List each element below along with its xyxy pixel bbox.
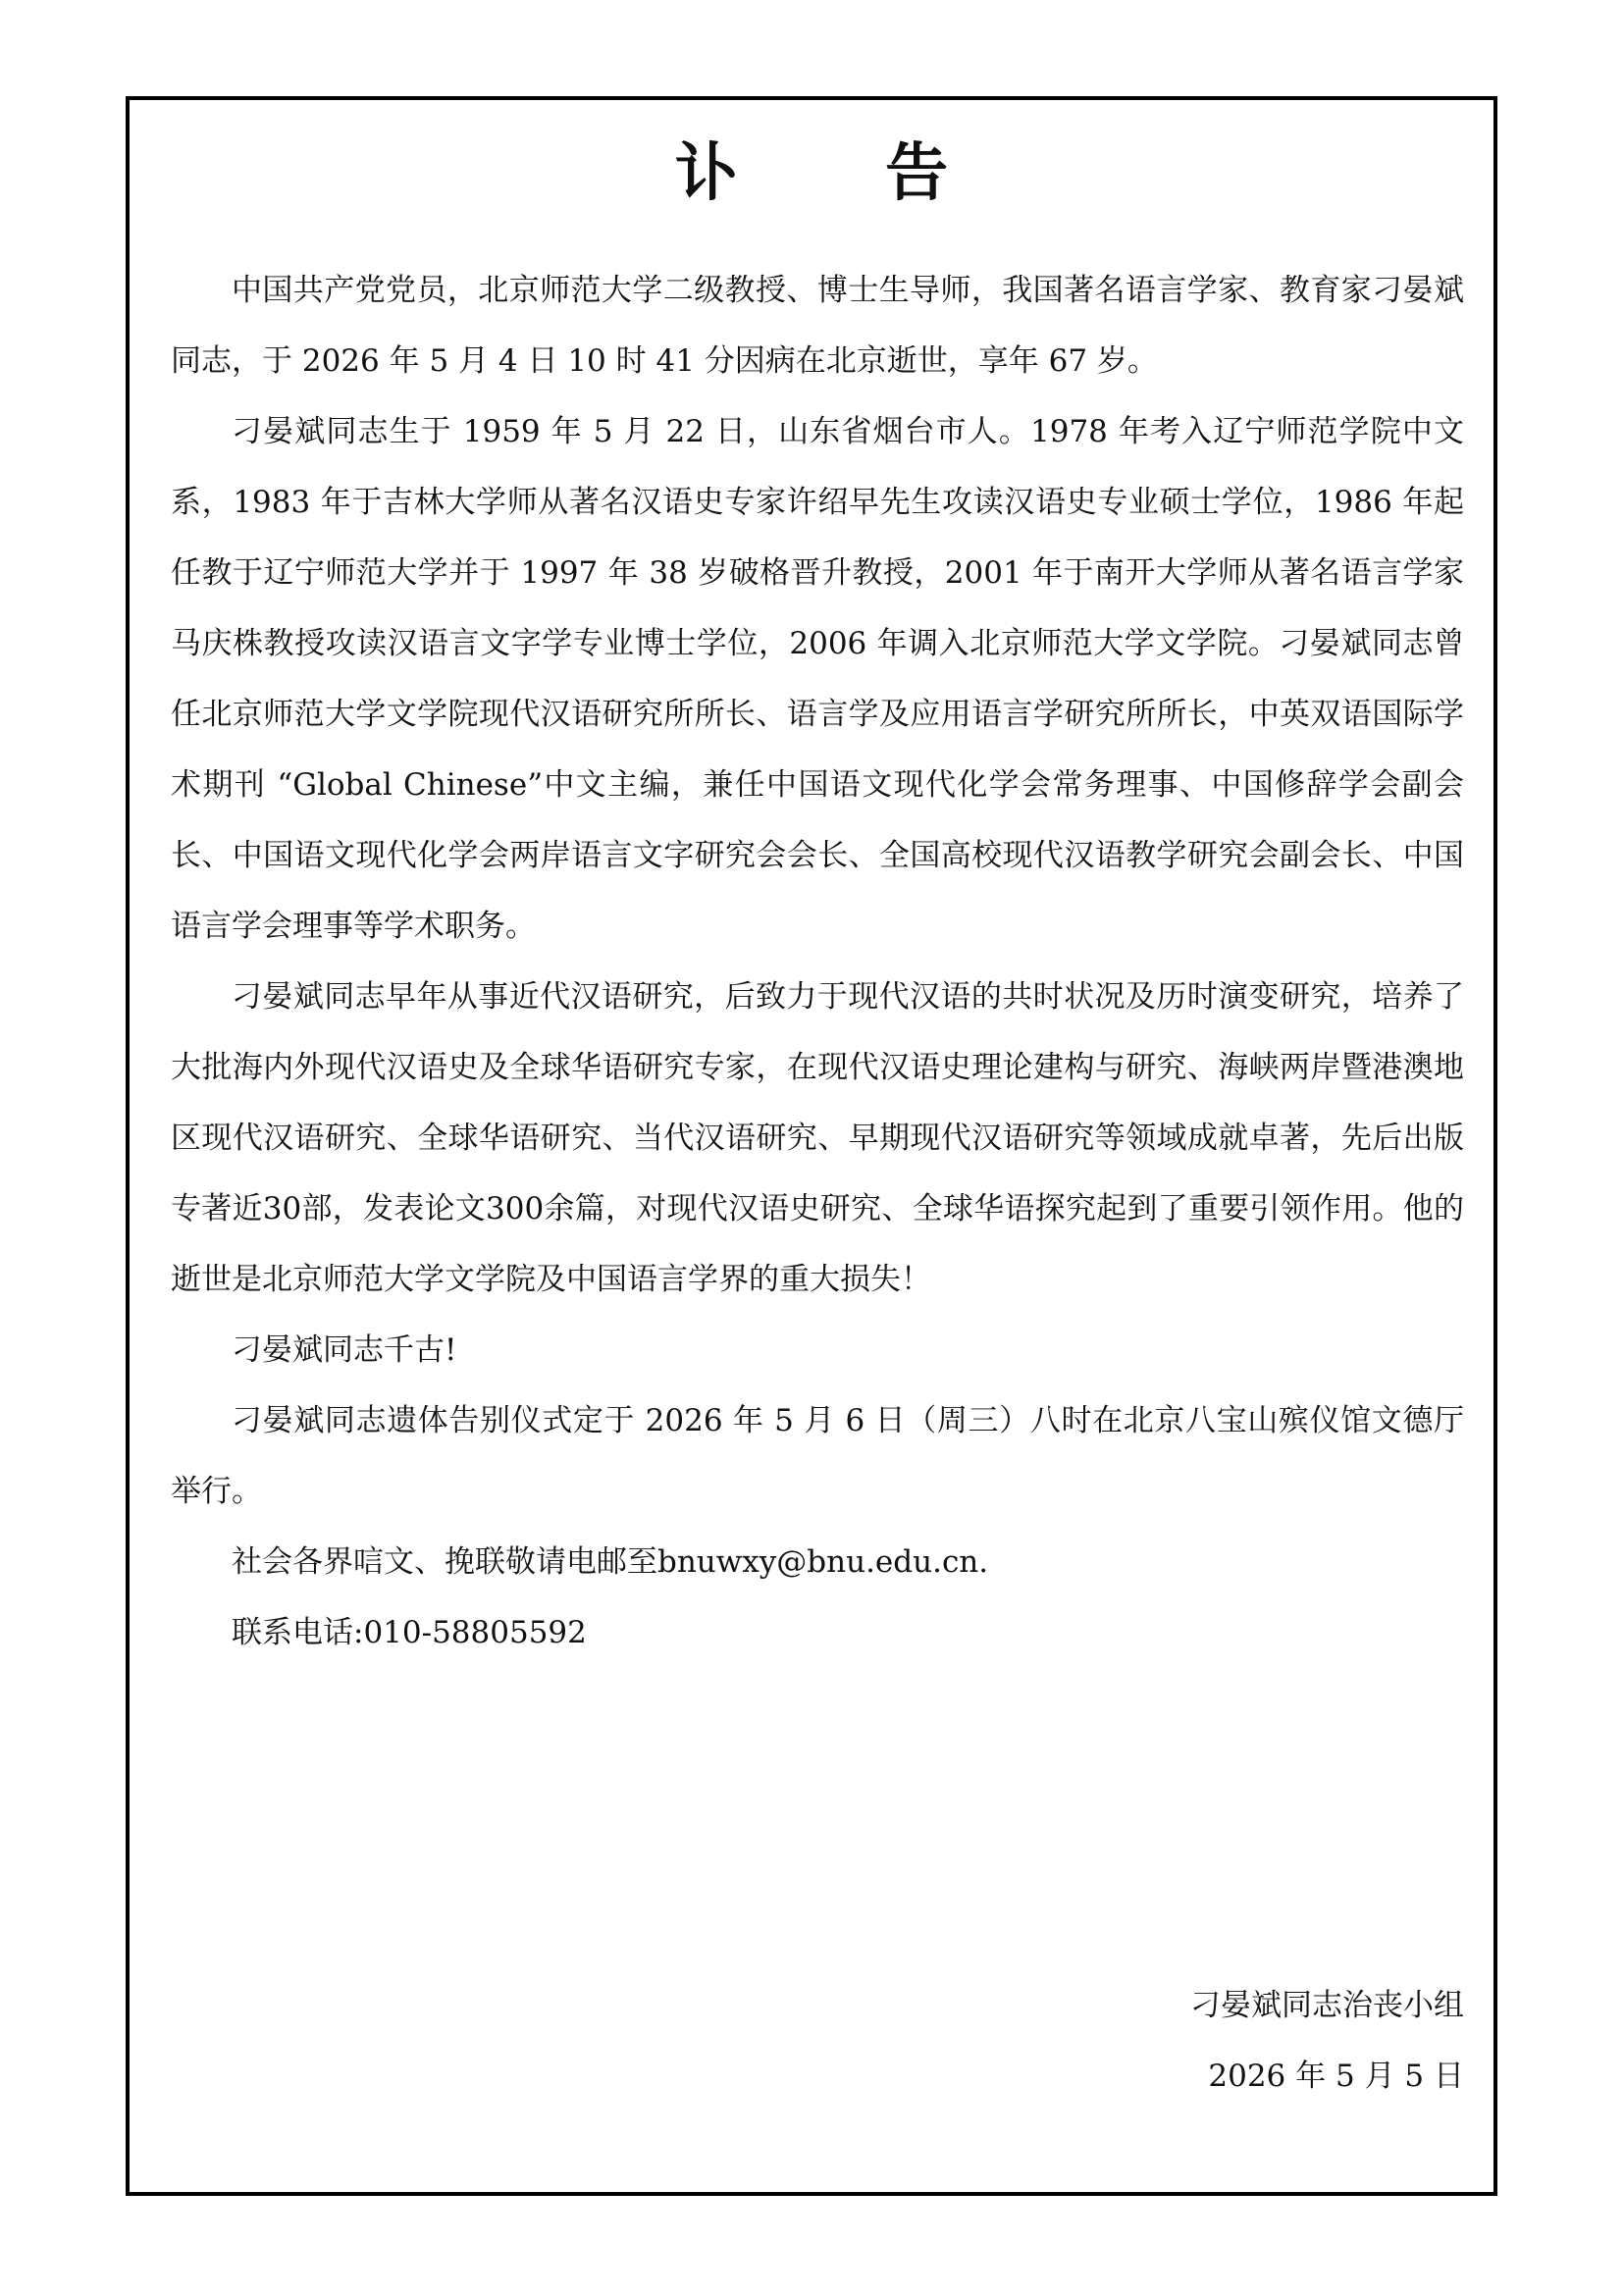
paragraph-condolence-email: 社会各界唁文、挽联敬请电邮至bnuwxy@bnu.edu.cn. (232, 1544, 989, 1580)
paragraph-achievements: 刁晏斌同志早年从事近代汉语研究，后致力于现代汉语的共时状况及历时演变研究，培养了大批海内外现代汉语史及全球华语研究专家，在现代汉语史理论建构与研究、海峡两岸暨港澳地区现代汉语研究、全球华语研究、当代汉语研究、早期现代汉语研究等领域成就卓著，先后出版专著近30部，发表论文300余篇，对现代汉语史研究、全球华语探究起到了重要引领作用。他的逝世是北京师范大学文学院及中国语言学界的重大损失！ (171, 979, 1464, 1297)
obituary-body (171, 255, 1464, 1668)
paragraph-contact-phone: 联系电话:010-58805592 (232, 1615, 587, 1650)
document-title: 讣 告 (674, 137, 1012, 210)
signature-date: 2026 年 5 月 5 日 (1208, 2059, 1464, 2094)
paragraph-ceremony: 刁晏斌同志遗体告别仪式定于 2026 年 5 月 6 日（周三）八时在北京八宝山殡仪馆文德厅举行。 (171, 1403, 1464, 1509)
signature-organization: 刁晏斌同志治丧小组 (1190, 1988, 1464, 2023)
paragraph-farewell: 刁晏斌同志千古! (232, 1332, 457, 1368)
paragraph-announcement: 中国共产党党员，北京师范大学二级教授、博士生导师，我国著名语言学家、教育家刁晏斌同志，于 2026 年 5 月 4 日 10 时 41 分因病在北京逝世，享年 67 岁。 (171, 273, 1464, 379)
paragraph-biography: 刁晏斌同志生于 1959 年 5 月 22 日，山东省烟台市人。1978 年考入辽宁师范学院中文系，1983 年于吉林大学师从著名汉语史专家许绍早先生攻读汉语史专业硕士学位，1986 年起任教于辽宁师范大学并于 1997 年 38 岁破格晋升教授，2001 年于南开大学师从著名语言学家马庆株教授攻读汉语言文字学专业博士学位，2006 年调入北京师范大学文学院。刁晏斌同志曾任北京师范大学文学院现代汉语研究所所长、语言学及应用语言学研究所所长，中英双语国际学术期刊 “Global Chinese”中文主编，兼任中国语文现代化学会常务理事、中国修辞学会副会长、中国语文现代化学会两岸语言文字研究会会长、全国高校现代汉语教学研究会副会长、中国语言学会理事等学术职务。 (171, 414, 1464, 944)
obituary-frame (126, 96, 1497, 2196)
